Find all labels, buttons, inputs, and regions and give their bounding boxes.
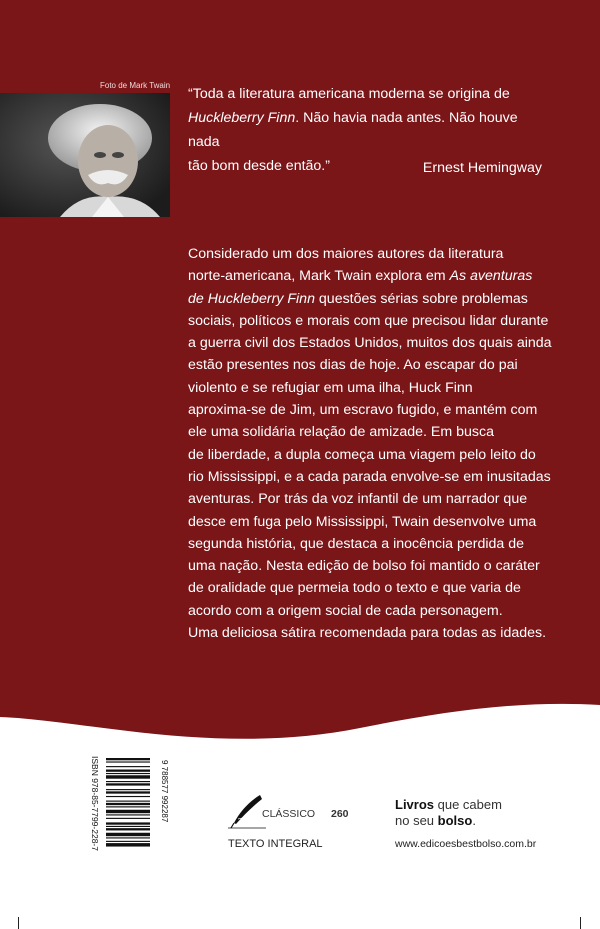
synopsis-line bbox=[188, 288, 548, 310]
publisher-website: www.edicoesbestbolso.com.br bbox=[395, 838, 537, 850]
crop-mark bbox=[18, 917, 19, 929]
texto-integral: TEXTO INTEGRAL bbox=[228, 838, 323, 850]
barcode-bar bbox=[106, 803, 150, 805]
barcode-bar bbox=[106, 758, 150, 760]
barcode-bar bbox=[106, 761, 150, 762]
collection-label: CLÁSSICO bbox=[262, 808, 316, 820]
slogan-line bbox=[395, 797, 502, 813]
mark-twain-photo bbox=[0, 93, 170, 217]
synopsis-line: segunda história, que destaca a inocência perdida de bbox=[188, 535, 525, 552]
synopsis-line: acordo com a origem social de cada personagem. bbox=[188, 602, 503, 619]
slogan-text: que cabem bbox=[434, 797, 502, 812]
quote-line-rest: . Não havia nada antes. Não houve nada bbox=[188, 110, 518, 150]
barcode-bar bbox=[106, 833, 150, 836]
isbn-text: ISBN 978-85-7799-228-7 bbox=[90, 756, 100, 851]
synopsis-line: aventuras. Por trás da voz infantil de um narrador que bbox=[188, 491, 528, 508]
book-title-italic: As aventuras bbox=[449, 268, 533, 285]
barcode-bar bbox=[106, 770, 150, 772]
synopsis-line: desce em fuga pelo Mississippi, Twain desenvolve uma bbox=[188, 513, 537, 530]
barcode-bar bbox=[106, 837, 150, 838]
synopsis-line: a guerra civil dos Estados Unidos, muitos dos quais ainda bbox=[188, 335, 552, 352]
barcode-bar bbox=[106, 796, 150, 797]
barcode-bar bbox=[106, 773, 150, 774]
synopsis-line: de liberdade, a dupla começa uma viagem pelo leito do bbox=[188, 446, 536, 463]
collection-number: 260 bbox=[331, 808, 349, 820]
barcode-bar bbox=[106, 791, 150, 793]
quote-line: tão bom desde então.” bbox=[188, 158, 330, 174]
barcode-digits: 9 788577 992287 bbox=[160, 760, 169, 823]
synopsis-line: violento e se refugiar em uma ilha, Huck Finn bbox=[188, 379, 473, 396]
barcode-bar bbox=[106, 766, 150, 767]
barcode-bar bbox=[106, 814, 150, 815]
synopsis bbox=[188, 243, 552, 644]
barcode-bar bbox=[106, 822, 150, 824]
barcode-bar bbox=[106, 828, 150, 830]
synopsis-line: aproxima-se de Jim, um escravo fugido, e mantém com bbox=[188, 402, 538, 419]
barcode-bar bbox=[106, 801, 150, 802]
synopsis-text: norte-americana, Mark Twain explora em bbox=[188, 268, 450, 285]
synopsis-line: ele uma solidária relação de amizade. Em busca bbox=[188, 424, 494, 441]
publisher-slogan bbox=[395, 797, 502, 829]
synopsis-line: Considerado um dos maiores autores da literatura bbox=[188, 246, 504, 262]
barcode-bar bbox=[106, 789, 150, 790]
quote-title-italic: Huckleberry Finn bbox=[188, 110, 296, 126]
barcode-bar bbox=[106, 781, 150, 782]
synopsis-line: sociais, políticos e morais com que precisou lidar durante bbox=[188, 312, 549, 329]
synopsis-text: questões sérias sobre problemas bbox=[314, 290, 528, 307]
quote-author: Ernest Hemingway bbox=[422, 160, 542, 176]
book-title-italic: de Huckleberry Finn bbox=[188, 290, 315, 307]
synopsis-line: rio Mississippi, e a cada parada envolve-se em inusitadas bbox=[188, 468, 551, 485]
barcode-bar bbox=[106, 783, 150, 785]
synopsis-line: Uma deliciosa sátira recomendada para todas as idades. bbox=[188, 625, 547, 642]
barcode-bar bbox=[106, 843, 150, 846]
barcode-bar bbox=[106, 810, 150, 813]
barcode-bar bbox=[106, 826, 150, 827]
quote-line: “Toda a literatura americana moderna se origina de bbox=[188, 86, 510, 102]
slogan-text: no seu bbox=[395, 813, 438, 828]
slogan-emphasis: Livros bbox=[395, 797, 435, 812]
barcode-bar bbox=[106, 775, 150, 778]
synopsis-line: de oralidade que permeia todo o texto e que varia de bbox=[188, 580, 521, 597]
slogan-text: . bbox=[472, 813, 476, 828]
quote-line bbox=[188, 106, 548, 154]
barcode-bar bbox=[106, 818, 150, 819]
synopsis-line: uma nação. Nesta edição de bolso foi mantido o caráter bbox=[188, 558, 540, 575]
slogan-line bbox=[395, 813, 502, 829]
crop-mark bbox=[580, 917, 581, 929]
isbn-barcode bbox=[80, 752, 168, 880]
slogan-emphasis: bolso bbox=[437, 813, 473, 828]
synopsis-line: estão presentes nos dias de hoje. Ao escapar do pai bbox=[188, 357, 518, 374]
barcode-bar bbox=[106, 806, 150, 807]
portrait-photo bbox=[0, 93, 170, 217]
synopsis-line bbox=[188, 265, 548, 287]
photo-caption: Foto de Mark Twain bbox=[100, 81, 171, 90]
barcode-bar bbox=[106, 841, 150, 842]
